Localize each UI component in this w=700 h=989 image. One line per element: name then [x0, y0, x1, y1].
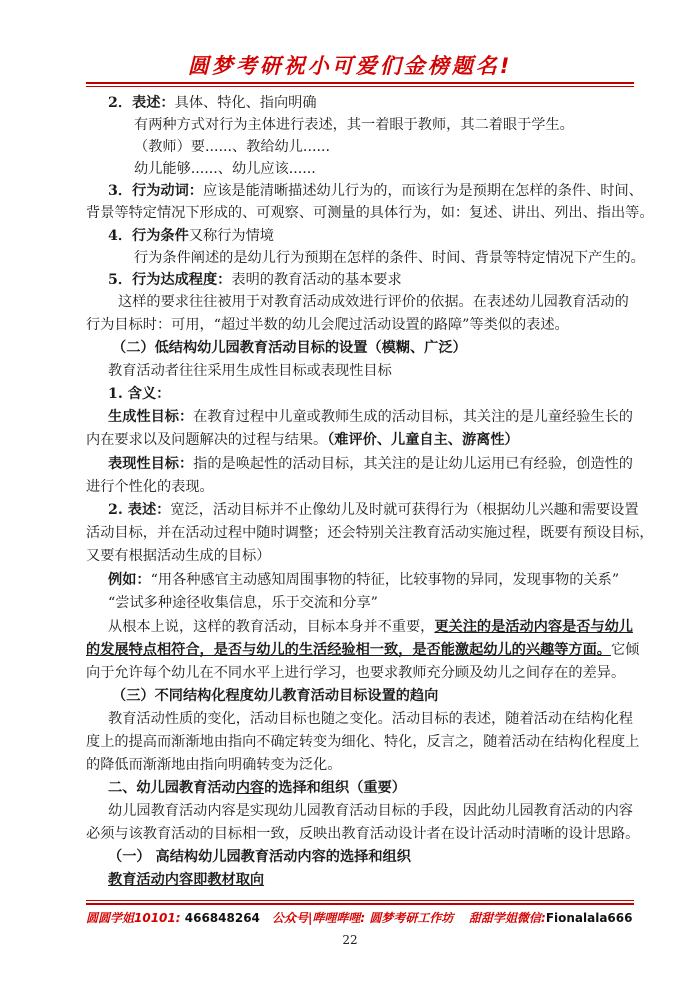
footer-rule — [86, 903, 634, 905]
footer-wechat: 公众号|哔哩哔哩: 圆梦考研工作坊 — [272, 911, 454, 925]
header-rule — [86, 82, 634, 84]
paragraph-line: （教师）要......、教给幼儿...... — [134, 139, 330, 155]
footer-rule-thin — [86, 900, 634, 901]
paragraph-line: 有两种方式对行为主体进行表述，其一着眼于教师，其二着眼于学生。 — [134, 117, 574, 133]
definition-line: 生成性目标：在教育过程中儿童或教师生成的活动目标，其关注的是儿童经验生长的 — [108, 409, 633, 425]
footer-contact: 甜甜学姐微信:Fionalala666 — [469, 911, 633, 925]
subsection-heading: 教育活动内容即教材取向 — [108, 872, 265, 888]
example-line: “尝试多种途径收集信息，乐于交流和分享” — [108, 595, 378, 611]
paragraph-line: 进行个性化的表现。 — [86, 479, 214, 495]
paragraph-line: 活动目标，并在活动过程中随时调整；还会特别关注教育活动实施过程，既要有预设目标， — [86, 525, 654, 541]
list-item: 4．行为条件又称行为情境 — [108, 228, 274, 244]
list-item: 1. 含义： — [108, 386, 171, 402]
paragraph-line: 幼儿能够......、幼儿应该...... — [134, 161, 316, 177]
paragraph-line: 行为目标时：可用，“超过半数的幼儿会爬过活动设置的路障”等类似的表述。 — [86, 317, 569, 333]
page-number: 22 — [342, 933, 358, 947]
section-heading: （三）不同结构化程度幼儿教育活动目标设置的趋向 — [112, 688, 439, 704]
footer-qq: 圆圆学姐10101: 466848264 — [86, 911, 260, 925]
paragraph-line: 度上的提高而渐渐地由指向不确定转变为细化、特化，反言之，随着活动在结构化程度上 — [86, 734, 640, 750]
chapter-heading: 二、幼儿园教育活动内容的选择和组织（重要） — [108, 780, 406, 796]
paragraph-line: 必须与该教育活动的目标相一致，反映出教育活动设计者在设计活动时清晰的设计思路。 — [86, 826, 640, 842]
list-item: 3．行为动词：应该是能清晰描述幼儿行为的，而该行为是预期在怎样的条件、时间、 — [108, 183, 643, 199]
paragraph-line: 幼儿园教育活动内容是实现幼儿园教育活动目标的手段，因此幼儿园教育活动的内容 — [108, 803, 633, 819]
list-item: 2．表述：具体、特化、指向明确 — [108, 95, 317, 111]
header-banner: 圆梦考研祝小可爱们金榜题名! — [187, 54, 513, 78]
example-line: 例如：“用各种感官主动感知周围事物的特征，比较事物的异同，发现事物的关系” — [108, 572, 620, 588]
list-item: 5．行为达成程度：表明的教育活动的基本要求 — [108, 272, 402, 288]
section-heading: （二）低结构幼儿园教育活动目标的设置（模糊、广泛） — [112, 340, 467, 356]
paragraph-line: 背景等特定情况下形成的、可观察、可测量的具体行为，如：复述、讲出、列出、指出等。 — [86, 205, 654, 221]
list-item: 2. 表述：宽泛，活动目标并不止像幼儿及时就可获得行为（根据幼儿兴趣和需要设置 — [108, 502, 639, 518]
section-heading: （一） 高结构幼儿园教育活动内容的选择和组织 — [108, 849, 411, 865]
footer-bar — [86, 906, 634, 928]
paragraph-line: 内在要求以及问题解决的过程与结果。（难评价、儿童自主、游离性） — [86, 432, 519, 448]
paragraph-line: 这样的要求往往被用于对教育活动成效进行评价的依据。在表述幼儿园教育活动的 — [118, 294, 629, 310]
paragraph-line: 的降低而渐渐地由指向明确转变为泛化。 — [86, 757, 342, 773]
paragraph-line: 从根本上说，这样的教育活动，目标本身并不重要，更关注的是活动内容是否与幼儿 — [108, 619, 633, 635]
paragraph-line: 又要有根据活动生成的目标） — [86, 548, 271, 564]
paragraph-line: 教育活动者往往采用生成性目标或表现性目标 — [108, 363, 392, 379]
paragraph-line: 的发展特点相符合，是否与幼儿的生活经验相一致，是否能激起幼儿的兴趣等方面。它倾 — [86, 642, 640, 658]
paragraph-line: 教育活动性质的变化，活动目标也随之变化。活动目标的表述，随着活动在结构化程 — [108, 711, 633, 727]
paragraph-line: 向于允许每个幼儿在不同水平上进行学习，也要求教师充分顾及幼儿之间存在的差异。 — [86, 665, 626, 681]
definition-line: 表现性目标：指的是唤起性的活动目标，其关注的是让幼儿运用已有经验，创造性的 — [108, 456, 633, 472]
paragraph-line: 行为条件阐述的是幼儿行为预期在怎样的条件、时间、背景等特定情况下产生的。 — [134, 250, 645, 266]
header-rule-thin — [86, 86, 634, 87]
